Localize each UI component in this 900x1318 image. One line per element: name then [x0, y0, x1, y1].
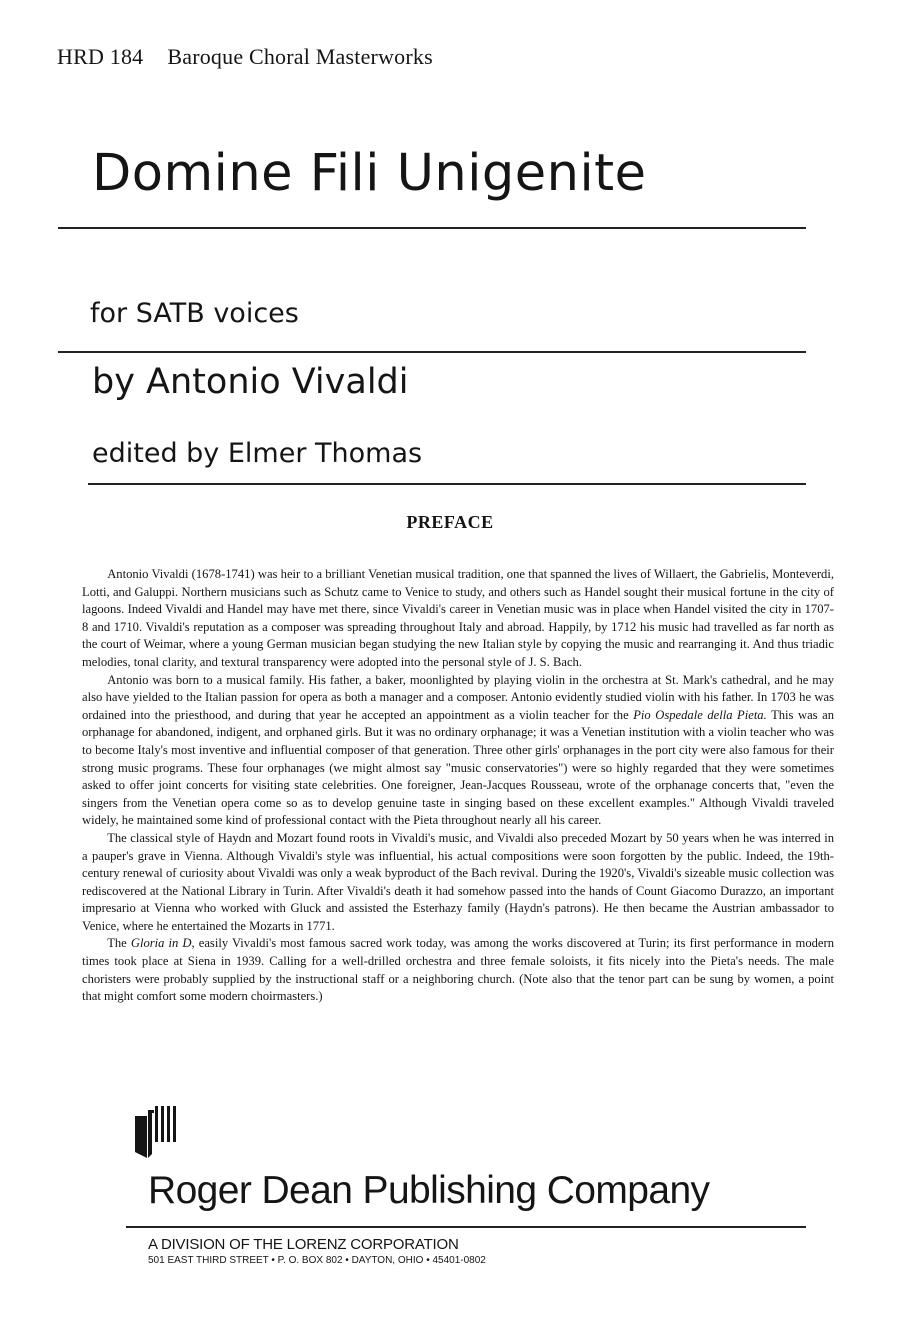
preface-paragraph: Antonio Vivaldi (1678-1741) was heir to a brilliant Venetian musical tradition, one that spanned the lives of Willaert, the Gabrielis, Monteverdi, Lotti, and Galuppi. Northern musicians such as Schutz came to Venice to study, and others such as Handel sought their musical fortune in the city of lagoons. Indeed Vivaldi and Handel may have met there, since Vivaldi's career in Venetian music was in place when Handel visited the city in 1707-8 and 1710. Vivaldi's reputation as a composer was spreading throughout Italy and abroad. Happily, by 1712 his music had travelled as far north as the court of Weimar, where a young German musician began studying the new Italian style by copying the music and rearranging it. And thus triadic melodies, tonal clarity, and textural transparency were adopted into the personal style of J. S. Bach.: [82, 567, 834, 669]
preface-paragraph: The classical style of Haydn and Mozart found roots in Vivaldi's music, and Vivaldi also preceded Mozart by 50 years when he was interred in a pauper's grave in Vienna. Although Vivaldi's style was influential, his actual compositions were soon forgotten by the public. Indeed, the 19th-century renewal of curiosity about Vivaldi was only a weak byproduct of the Bach revival. During the 1920's, Vivaldi's sizeable music collection was rediscovered at the National Library in Turin. After Vivaldi's death it had somehow passed into the hands of Count Giacomo Durazzo, an important impresario at Vienna who worked with Gluck and assisted the Esterhazy family (Haydn's patrons). He then became the Austrian ambassador to Venice, where he entertained the Mozarts in 1771.: [82, 830, 834, 933]
preface-italic-text: Gloria in D,: [130, 936, 195, 951]
voicing-divider: [58, 351, 806, 353]
preface-text: This was an orphanage for abandoned, indigent, and orphaned girls. But it was no ordinary orphanage; it was a Venetian institution with a violin teacher who was to become Italy's most inventive and influential composer of that generation. Three other girls' orphanages in the port city were also famous for their strong music programs. These four orphanages (we might almost say "music conservatories") were so highly regarded that they were sometimes asked to offer joint concerts for visiting state celebrities. One foreigner, Jean-Jacques Rousseau, wrote of the orphanage concerts that, "even the singers from the Venetian opera come so as to develop genuine taste in singing based on these excellent examples." Although Vivaldi traveled widely, he maintained some kind of professional contact with the Pieta throughout nearly all his career.: [82, 707, 834, 828]
preface-paragraph: [82, 935, 834, 1005]
catalog-number: HRD 184: [57, 44, 144, 69]
voicing: for SATB voices: [90, 298, 299, 329]
preface-text: Antonio was born to a musical family. His father, a baker, moonlighted by playing violin in the orchestra at St. Mark's cathedral, and he may also have yielded to the Italian passion for opera as both a manager and a composer. Antonio evidently studied violin with his father. In 1703 he was ordained into the priesthood, and during that year he accepted an appointment as a violin teacher for the: [82, 672, 834, 722]
header-line: [57, 44, 433, 70]
composer: by Antonio Vivaldi: [92, 362, 409, 402]
preface-text: easily Vivaldi's most famous sacred work today, was among the works discovered at Turin; its first performance in modern times took place at Siena in 1939. Calling for a well-drilled orchestra and three female soloists, it fits nicely into the Pieta's needs. The male choristers were probably supplied by the instructional staff or a neighboring church. (Note also that the tenor part can be sung by women, a point that might comfort some modern choirmasters.): [82, 936, 834, 1004]
editor: edited by Elmer Thomas: [92, 438, 423, 469]
page-title: Domine Fili Unigenite: [92, 144, 647, 203]
preface-heading: PREFACE: [406, 512, 494, 532]
stacked-books-logo-icon: [133, 1104, 181, 1162]
preface-body: [82, 566, 834, 1006]
publisher-divider: [126, 1226, 806, 1228]
title-divider: [58, 227, 806, 229]
publisher-address: 501 EAST THIRD STREET • P. O. BOX 802 • DAYTON, OHIO • 45401-0802: [148, 1255, 486, 1266]
preface-italic-text: Pio Ospedale della Pieta.: [633, 707, 767, 722]
publisher-name: Roger Dean Publishing Company: [148, 1169, 710, 1212]
series-name: Baroque Choral Masterworks: [167, 44, 433, 69]
preface-text: The: [107, 936, 131, 951]
publisher-division: A DIVISION OF THE LORENZ CORPORATION: [148, 1236, 459, 1253]
editor-divider: [88, 483, 806, 485]
preface-paragraph: [82, 672, 834, 830]
